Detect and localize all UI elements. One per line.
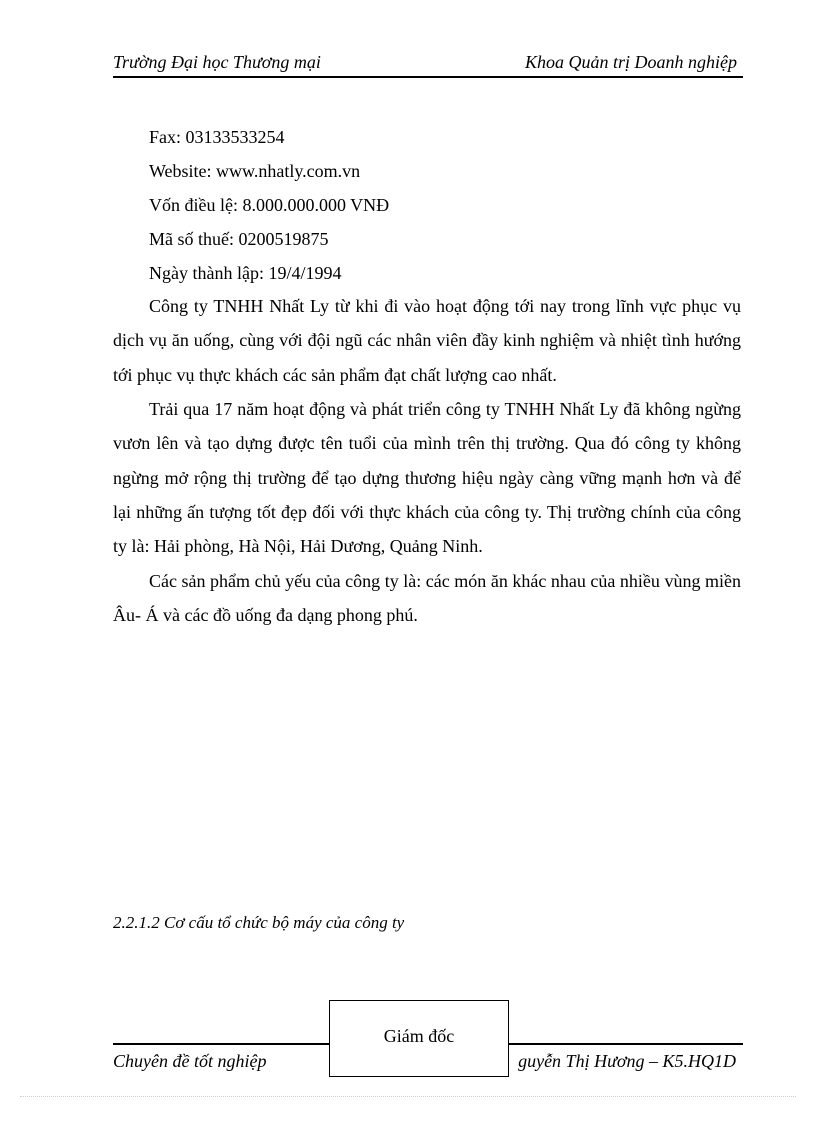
header-university: Trường Đại học Thương mại bbox=[113, 52, 321, 72]
info-website: Website: www.nhatly.com.vn bbox=[149, 161, 361, 181]
org-chart-director-box bbox=[329, 1000, 509, 1077]
footer-author: guyễn Thị Hương – K5.HQ1D bbox=[518, 1051, 736, 1071]
org-chart-director-label: Giám đốc bbox=[383, 1026, 455, 1046]
section-title: 2.2.1.2 Cơ cấu tổ chức bộ máy của công ty bbox=[113, 913, 405, 932]
info-founded: Ngày thành lập: 19/4/1994 bbox=[149, 263, 342, 283]
info-tax-code: Mã số thuế: 0200519875 bbox=[149, 229, 329, 249]
paragraph-history bbox=[113, 392, 741, 563]
header-faculty: Khoa Quản trị Doanh nghiệp bbox=[524, 52, 737, 72]
info-fax: Fax: 03133533254 bbox=[149, 127, 285, 147]
paragraph-products-text: Các sản phẩm chủ yếu của công ty là: các món ăn khác nhau của nhiều vùng miền Âu- Á và các đồ uống đa dạng phong phú. bbox=[113, 571, 741, 626]
paragraph-products bbox=[113, 564, 741, 633]
footer-thesis-label: Chuyên đề tốt nghiệp bbox=[113, 1051, 267, 1071]
page-header bbox=[113, 50, 743, 78]
paragraph-intro-text: Công ty TNHH Nhất Ly từ khi đi vào hoạt động tới nay trong lĩnh vực phục vụ dịch vụ ăn uống, cùng với đội ngũ các nhân viên đầy kinh nghiệm và nhiệt tình hướng tới phục vụ thực khách các sản phẩm đạt chất lượng cao nhất. bbox=[113, 296, 741, 385]
info-capital: Vốn điều lệ: 8.000.000.000 VNĐ bbox=[149, 195, 390, 215]
paragraph-history-text: Trải qua 17 năm hoạt động và phát triển công ty TNHH Nhất Ly đã không ngừng vươn lên và tạo dựng được tên tuổi của mình trên thị trường. Qua đó công ty không ngừng mở rộng thị trường để tạo dựng thương hiệu ngày càng vững mạnh hơn và để lại những ấn tượng tốt đẹp đối với thực khách của công ty. Thị trường chính của công ty là: Hải phòng, Hà Nội, Hải Dương, Quảng Ninh. bbox=[113, 399, 741, 557]
page-bottom-dotted-line bbox=[20, 1096, 796, 1097]
paragraph-intro bbox=[113, 289, 741, 392]
